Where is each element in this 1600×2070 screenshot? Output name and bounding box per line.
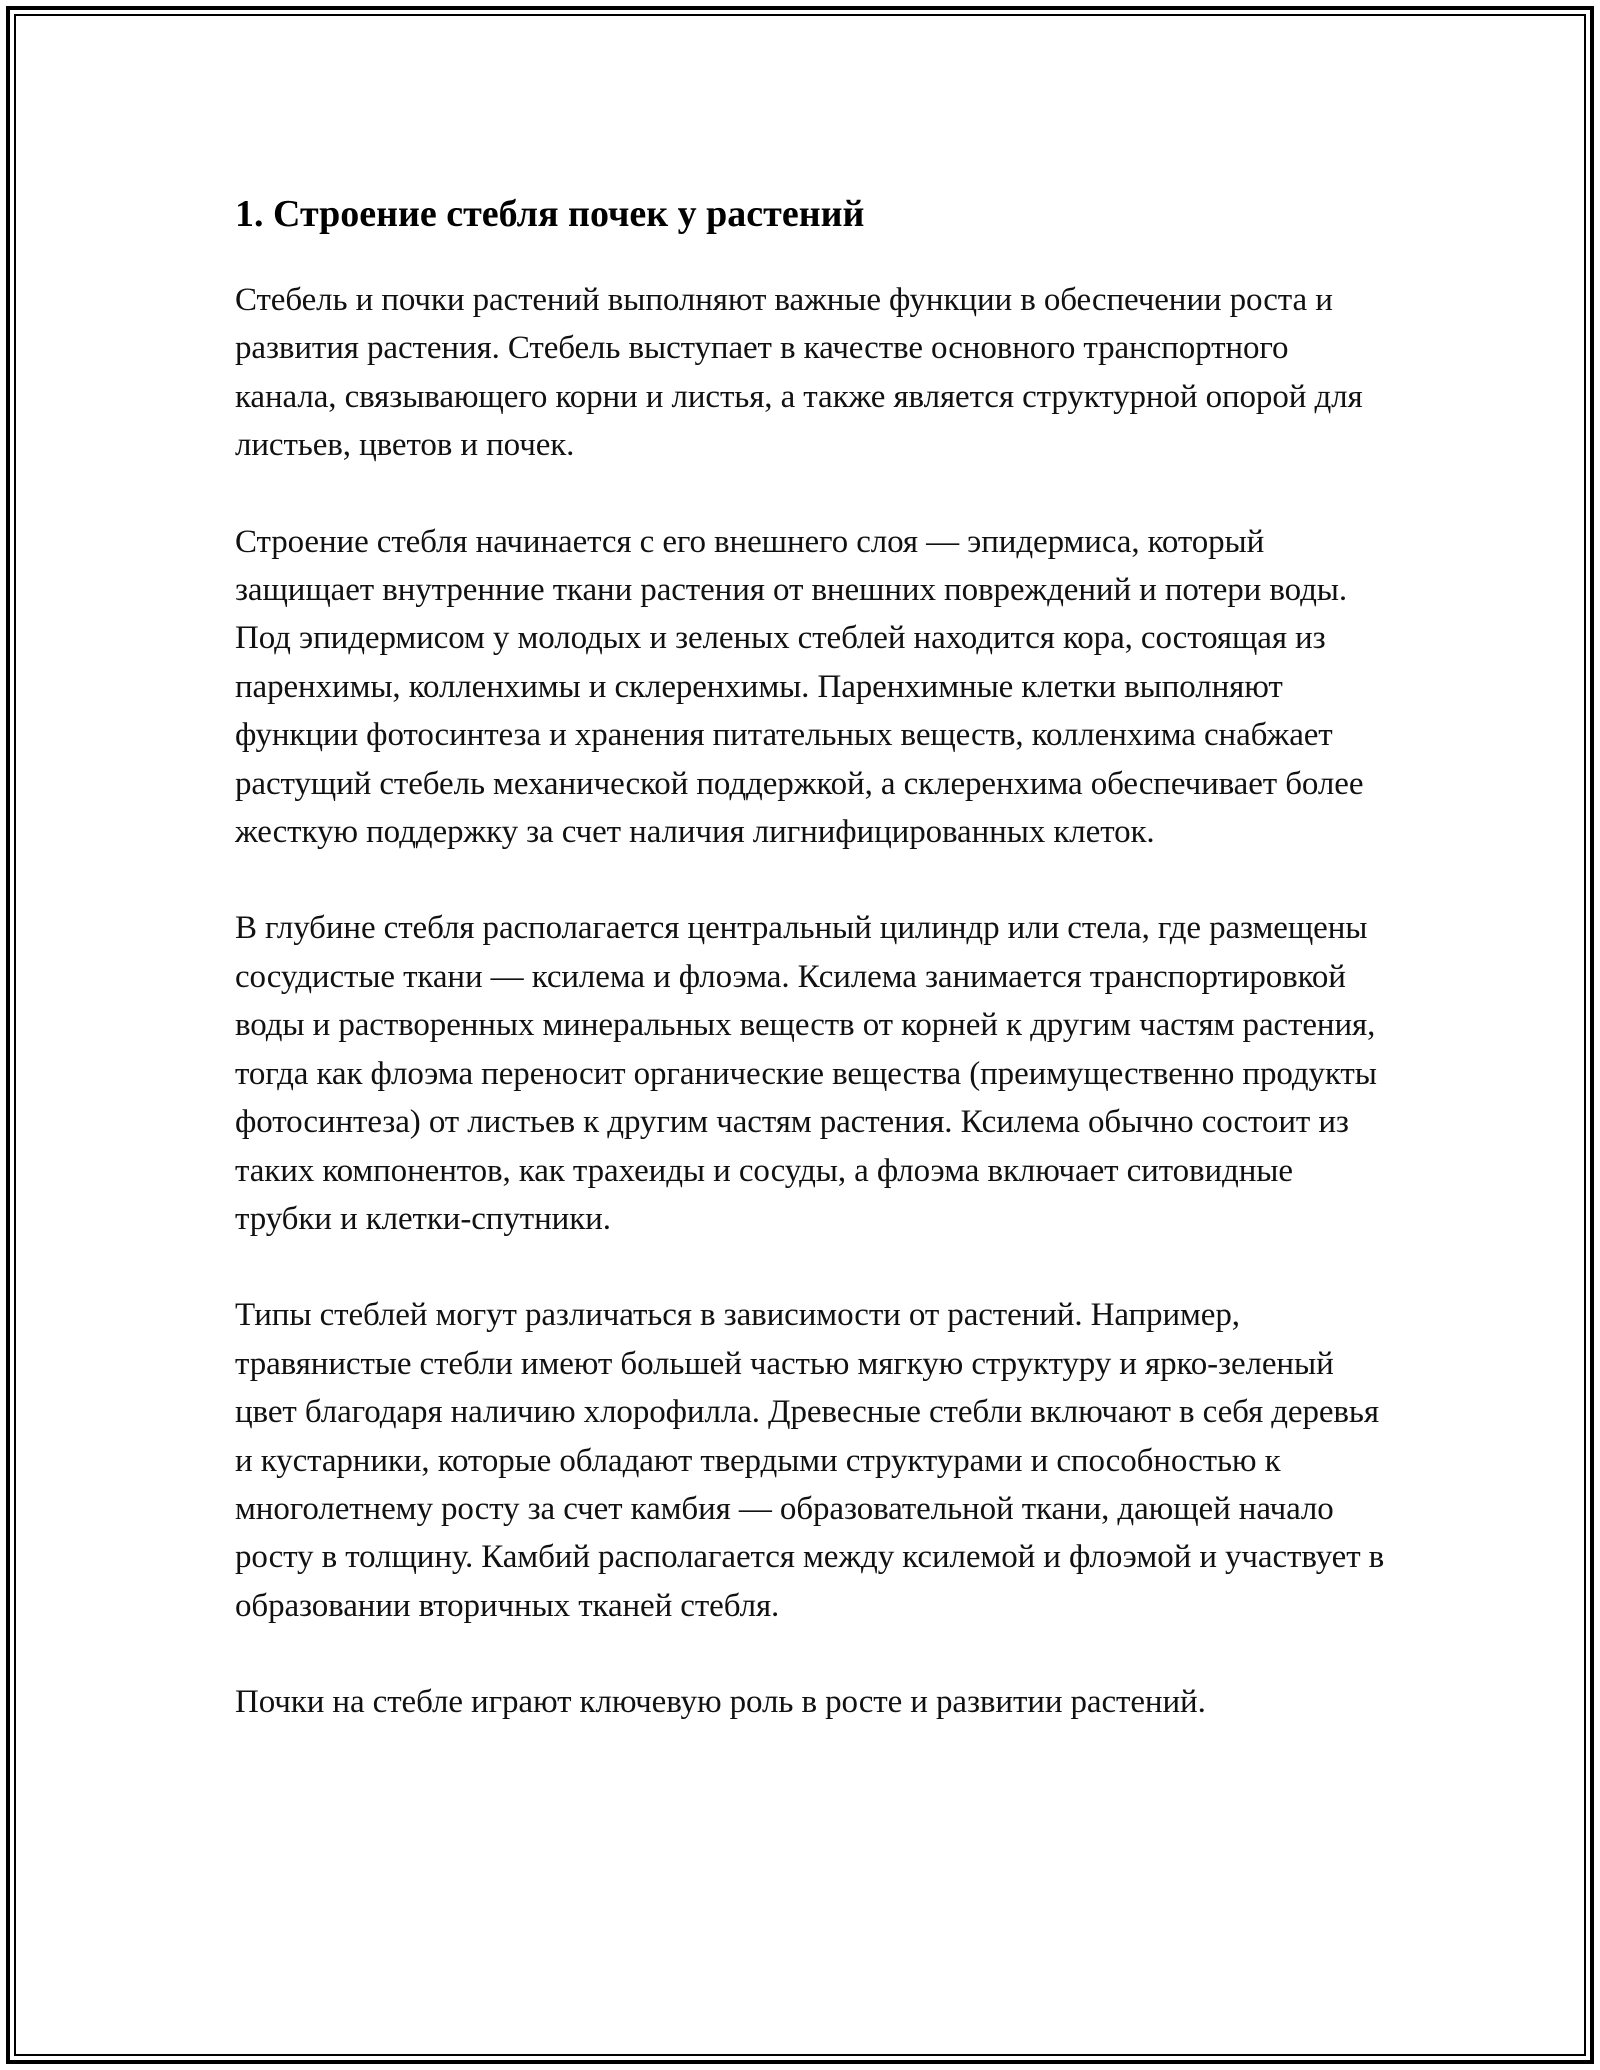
paragraph-vascular-tissue: В глубине стебля располагается центральный цилиндр или стела, где размещены сосудистые ткани — ксилема и флоэма. Ксилема занимается транспортировкой воды и растворенных минеральных веществ от корней к другим частям растения, тогда как флоэма переносит органические вещества (преимущественно продукты фотосинтеза) от листьев к другим частям растения. Ксилема обычно состоит из таких компонентов, как трахеиды и сосуды, а флоэма включает ситовидные трубки и клетки-спутники. — [235, 910, 1377, 1237]
section-heading: 1. Строение стебля почек у растений — [235, 193, 865, 235]
paragraph-epidermis-cortex: Строение стебля начинается с его внешнего слоя — эпидермиса, который защищает внутренние ткани растения от внешних повреждений и потери воды. Под эпидермисом у молодых и зеленых стеблей находится кора, состоящая из паренхимы, колленхимы и склеренхимы. Паренхимные клетки выполняют функции фотосинтеза и хранения питательных веществ, колленхима снабжает растущий стебель механической поддержкой, а склеренхима обеспечивает более жесткую поддержку за счет наличия лигнифицированных клеток. — [235, 523, 1364, 851]
paragraph-stem-types: Типы стеблей могут различаться в зависимости от растений. Например, травянистые стебли имеют большей частью мягкую структуру и ярко-зеленый цвет благодаря наличию хлорофилла. Древесные стебли включают в себя деревья и кустарники, которые обладают твердыми структурами и способностью к многолетнему росту за счет камбия — образовательной ткани, дающей начало росту в толщину. Камбий располагается между ксилемой и флоэмой и участвует в образовании вторичных тканей стебля. — [235, 1297, 1385, 1624]
document-body — [235, 184, 1395, 1775]
paragraph-stem-functions: Стебель и почки растений выполняют важные функции в обеспечении роста и развития растения. Стебель выступает в качестве основного транспортного канала, связывающего корни и листья, а также является структурной опорой для листьев, цветов и почек. — [235, 282, 1363, 464]
paragraph-buds: Почки на стебле играют ключевую роль в росте и развитии растений. — [235, 1684, 1206, 1721]
